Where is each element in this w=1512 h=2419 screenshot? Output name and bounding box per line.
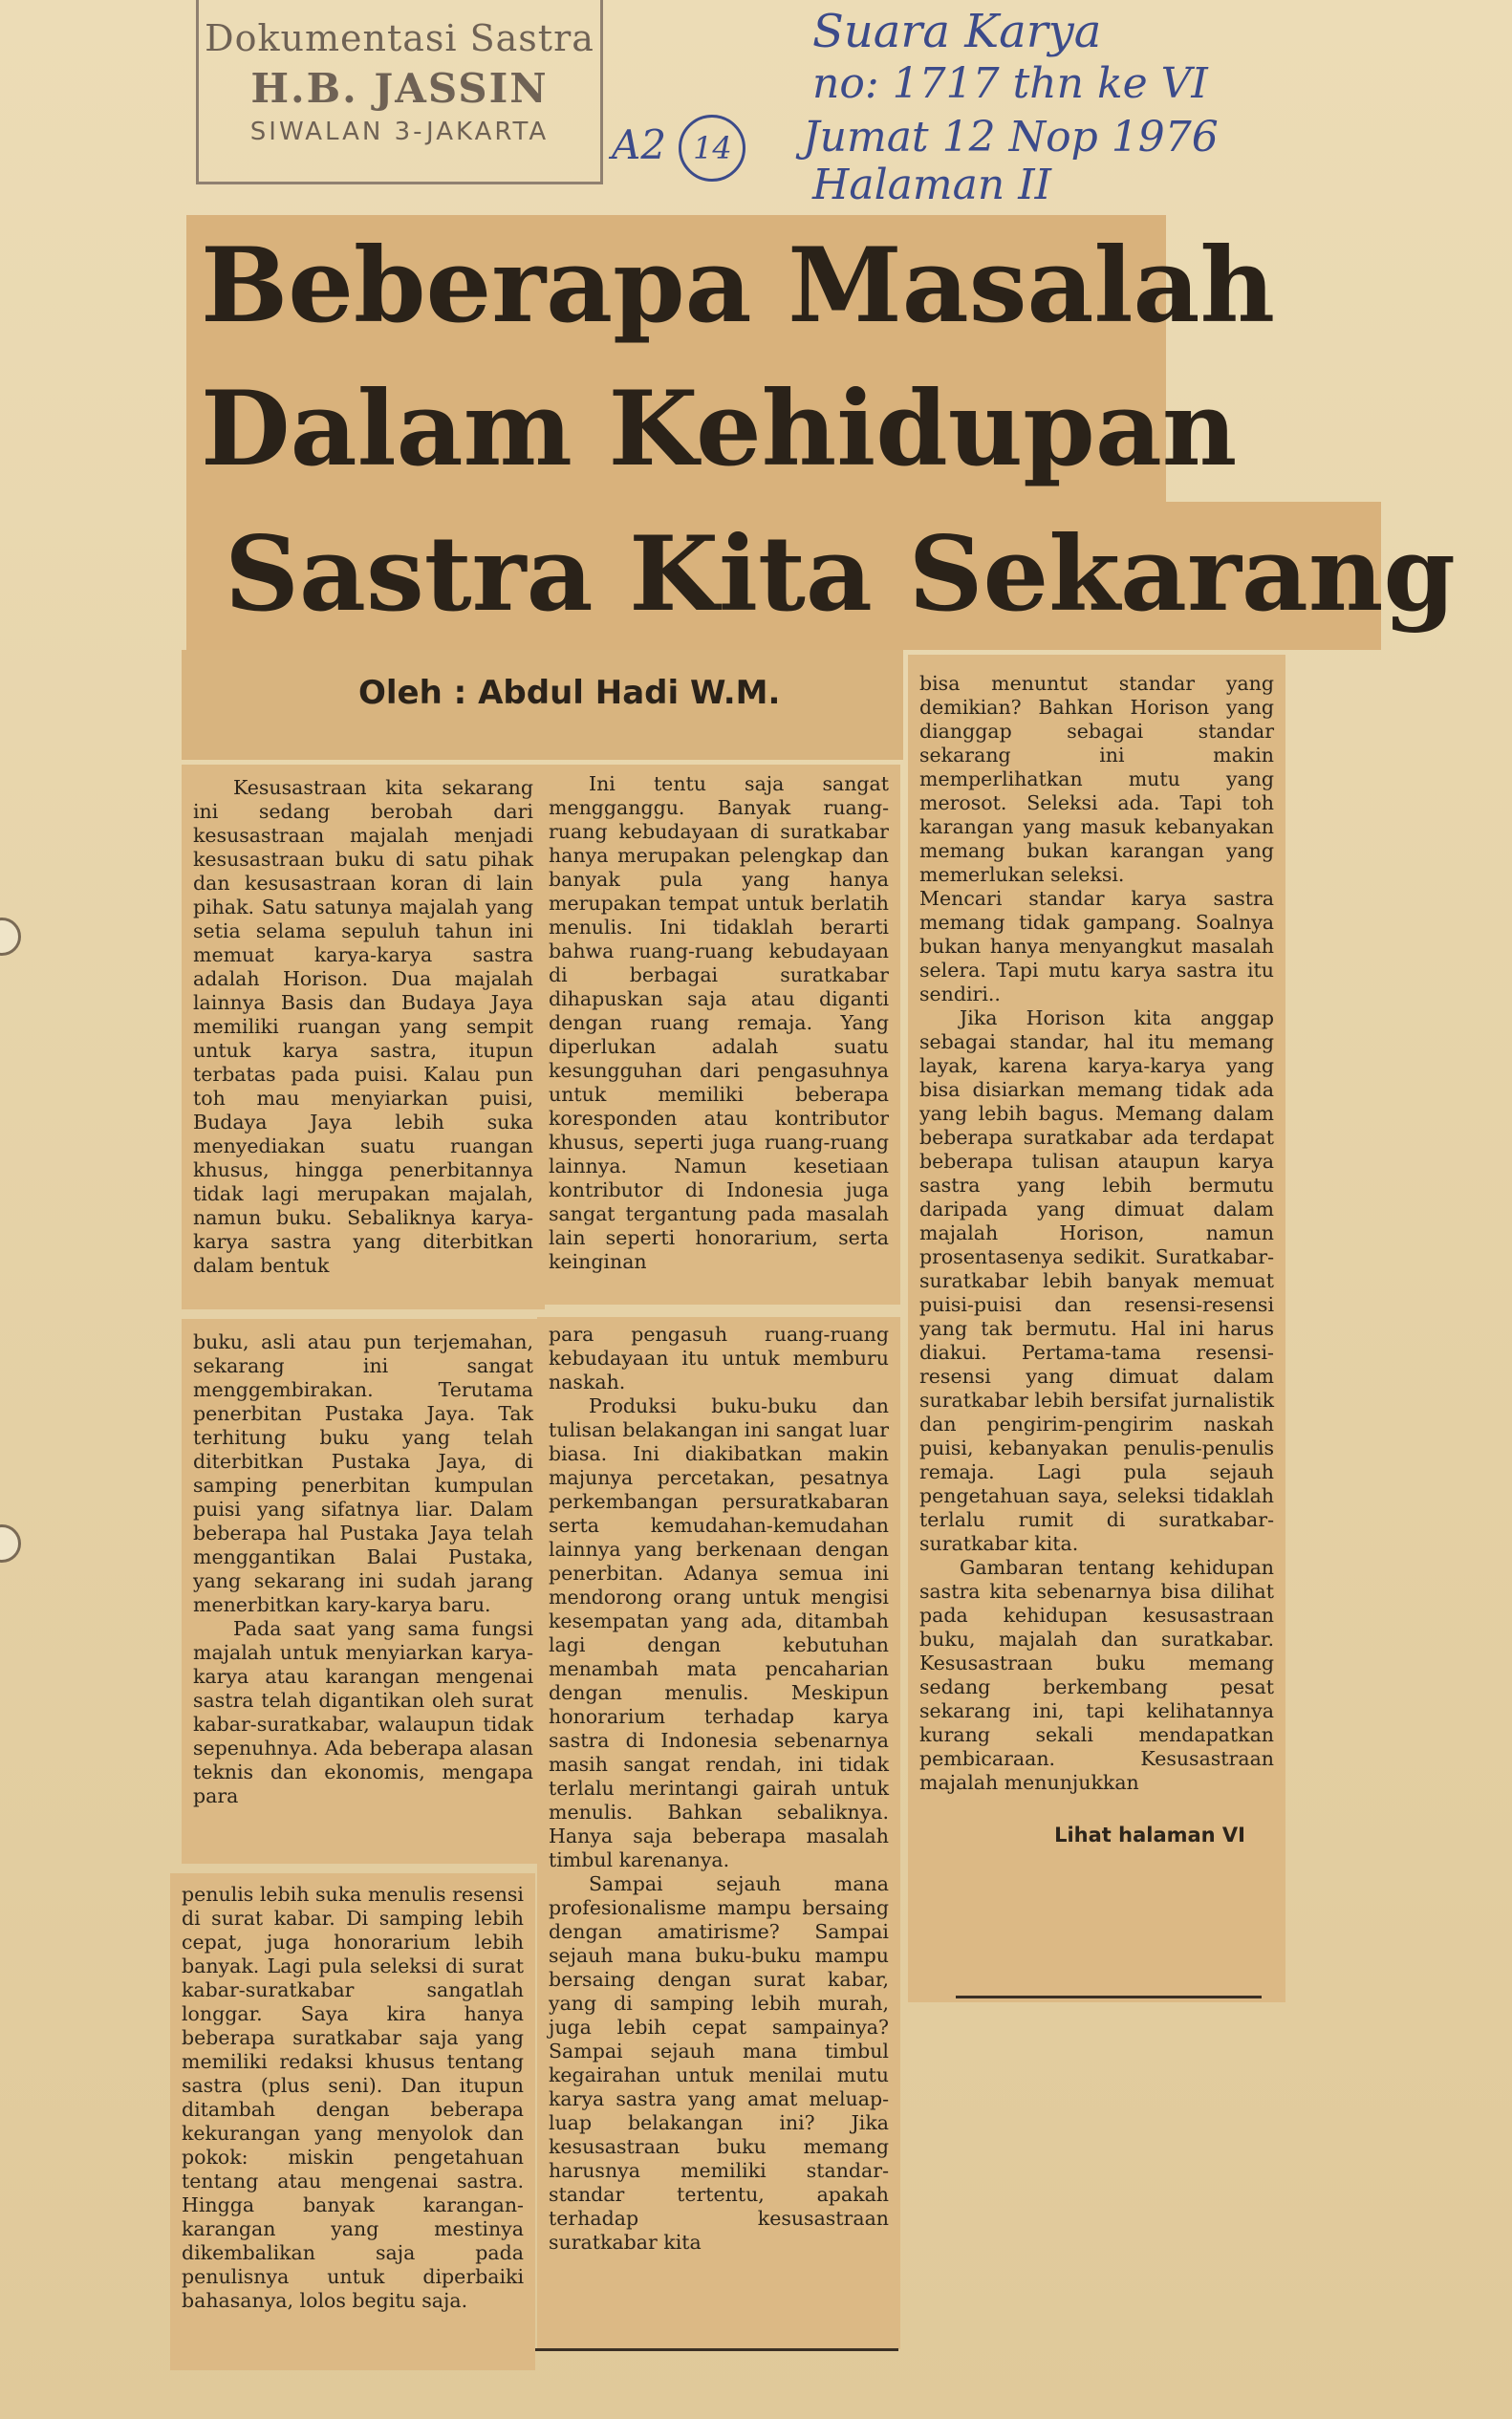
column-3 <box>908 655 1285 2002</box>
byline: Oleh : Abdul Hadi W.M. <box>358 674 781 712</box>
handwritten-page-code <box>612 115 745 182</box>
divider-rule <box>956 1996 1262 1998</box>
column-2-top <box>537 765 900 1305</box>
headline-line-1: Beberapa Masalah <box>186 215 1166 358</box>
paragraph: bisa menuntut standar yang demikian? Bahkan Horison yang dianggap sebagai standar sekarang ini makin memperlihatkan mutu yang merosot. Seleksi ada. Tapi toh karangan yang masuk kebanyakan memang bukan karangan yang memerlukan seleksi. <box>919 672 1274 886</box>
paragraph: Pada saat yang sama fungsi majalah untuk menyiarkan karya-karya atau karangan mengenai sastra telah digantikan oleh surat kabar-suratkabar, walaupun tidak sepenuhnya. Ada beberapa alasan teknis dan ekonomis, mengapa para <box>193 1617 533 1807</box>
paragraph: Produksi buku-buku dan tulisan belakangan ini sangat luar biasa. Ini diakibatkan makin majunya percetakan, pesatnya perkembangan persuratkabaran serta kemudahan-kemudahan lainnya yang berkenaan dengan penerbitan. Adanya semua ini mendorong orang untuk mengisi kesempatan yang ada, ditambah lagi dengan kebutuhan menambah mata pencaharian dengan menulis. Meskipun honorarium terhadap karya sastra di Indonesia sebenarnya masih sangat rendah, ini tidak terlalu merintangi gairah untuk menulis. Bahkan sebaliknya. Hanya saja beberapa masalah timbul karenanya. <box>549 1394 889 1871</box>
stamp-line-3: SIWALAN 3-JAKARTA <box>249 118 550 146</box>
stamp-line-1: Dokumentasi Sastra <box>205 17 594 59</box>
handwritten-newspaper-name: Suara Karya <box>812 5 1102 58</box>
paragraph: Sampai sejauh mana profesionalisme mampu bersaing dengan amatirisme? Sampai sejauh mana buku-buku mampu bersaing dengan surat kabar, yang di samping lebih murah, juga lebih cepat sampainya? Sampai sejauh mana timbul kegairahan untuk menilai mutu karya sastra yang amat meluap-luap belakangan ini? Jika kesusastraan buku memang harusnya memiliki standar-standar tertentu, apakah terhadap kesusastraan suratkabar kita <box>549 1872 889 2254</box>
paragraph: Mencari standar karya sastra memang tidak gampang. Soalnya bukan hanya menyangkut masalah selera. Tapi mutu karya sastra itu sendiri.. <box>919 887 1274 1005</box>
divider-rule <box>535 2348 898 2351</box>
handwritten-page: Halaman II <box>812 161 1051 209</box>
paragraph: Gambaran tentang kehidupan sastra kita sebenarnya bisa dilihat pada kehidupan kesusastraan buku, majalah dan suratkabar. Kesusastraan buku memang sedang berkembang pesat sekarang ini, tapi kelihatannya kurang sekali mendapatkan pembicaraan. Kesusastraan majalah menunjukkan <box>919 1556 1274 1794</box>
column-1-middle <box>182 1319 545 1864</box>
archive-stamp <box>196 0 603 184</box>
headline-line-3: Sastra Kita Sekarang <box>186 502 1381 650</box>
paragraph: para pengasuh ruang-ruang kebudayaan itu untuk memburu naskah. <box>549 1323 889 1393</box>
headline-line-2: Dalam Kehidupan <box>186 358 1166 502</box>
column-2-bottom <box>537 1317 900 2349</box>
handwritten-issue: no: 1717 thn ke VI <box>812 59 1208 108</box>
paragraph: Jika Horison kita anggap sebagai standar, hal itu memang layak, karena karya-karya yang bisa disiarkan memang tidak ada yang lebih bagus. Memang dalam beberapa suratkabar ada terdapat beberapa tulisan ataupun karya sastra yang lebih bermutu daripada yang dimuat dalam majalah Horison, namun prosentasenya sedikit. Suratkabar-suratkabar lebih banyak memuat puisi-puisi dan resensi-resensi yang tak bermutu. Hal ini harus diakui. Pertama-tama resensi-resensi yang dimuat dalam suratkabar lebih bersifat jurnalistik dan pengirim-pengirim naskah puisi, kebanyakan penulis-penulis remaja. Lagi pula sejauh pengetahuan saya, seleksi tidaklah terlalu rumit di suratkabar-suratkabar kita. <box>919 1006 1274 1555</box>
paragraph: buku, asli atau pun terjemahan, sekarang ini sangat menggembirakan. Terutama penerbitan Pustaka Jaya. Tak terhitung buku yang telah diterbitkan Pustaka Jaya, di samping penerbitan kumpulan puisi yang sifatnya liar. Dalam beberapa hal Pustaka Jaya telah menggantikan Balai Pustaka, yang sekarang ini sudah jarang menerbitkan kary-karya baru. <box>193 1330 533 1616</box>
continued-on-page: Lihat halaman VI <box>1054 1824 1245 1847</box>
stamp-line-2: H.B. JASSIN <box>250 65 549 112</box>
column-1-top <box>182 765 545 1309</box>
circled-page-number: 14 <box>679 115 745 182</box>
paragraph: penulis lebih suka menulis resensi di surat kabar. Di samping lebih cepat, juga honorarium lebih banyak. Lagi pula seleksi di surat kabar-suratkabar sangatlah longgar. Saya kira hanya beberapa suratkabar saja yang memiliki redaksi khusus tentang sastra (plus seni). Dan itupun ditambah dengan beberapa kekurangan yang menyolok dan pokok: miskin pengetahuan tentang atau mengenai sastra. Hingga banyak karangan-karangan yang mestinya dikembalikan saja pada penulisnya untuk diperbaiki bahasanya, lolos begitu saja. <box>182 1883 524 2312</box>
column-1-bottom <box>170 1873 535 2370</box>
page-code-text: A2 <box>612 121 667 168</box>
paragraph: Ini tentu saja sangat mengganggu. Banyak ruang-ruang kebudayaan di suratkabar hanya merupakan pelengkap dan banyak pula yang hanya merupakan tempat untuk berlatih menulis. Ini tidaklah berarti bahwa ruang-ruang kebudayaan di berbagai suratkabar dihapuskan saja atau diganti dengan ruang remaja. Yang diperlukan adalah suatu kesungguhan dari pengasuhnya untuk memiliki beberapa koresponden atau kontributor khusus, seperti juga ruang-ruang lainnya. Namun kesetiaan kontributor di Indonesia juga sangat tergantung pada masalah lain seperti honorarium, serta keinginan <box>549 772 889 1273</box>
paragraph: Kesusastraan kita sekarang ini sedang berobah dari kesusastraan majalah menjadi kesusastraan buku di satu pihak dan kesusastraan koran di lain pihak. Satu satunya majalah yang setia selama sepuluh tahun ini memuat karya-karya sastra adalah Horison. Dua majalah lainnya Basis dan Budaya Jaya memiliki ruangan yang sempit untuk karya sastra, itupun terbatas pada puisi. Kalau pun toh mau menyiarkan puisi, Budaya Jaya lebih suka menyediakan suatu ruangan khusus, hingga penerbitannya tidak lagi merupakan majalah, namun buku. Sebaliknya karya-karya sastra yang diterbitkan dalam bentuk <box>193 776 533 1277</box>
handwritten-date: Jumat 12 Nop 1976 <box>803 113 1219 162</box>
